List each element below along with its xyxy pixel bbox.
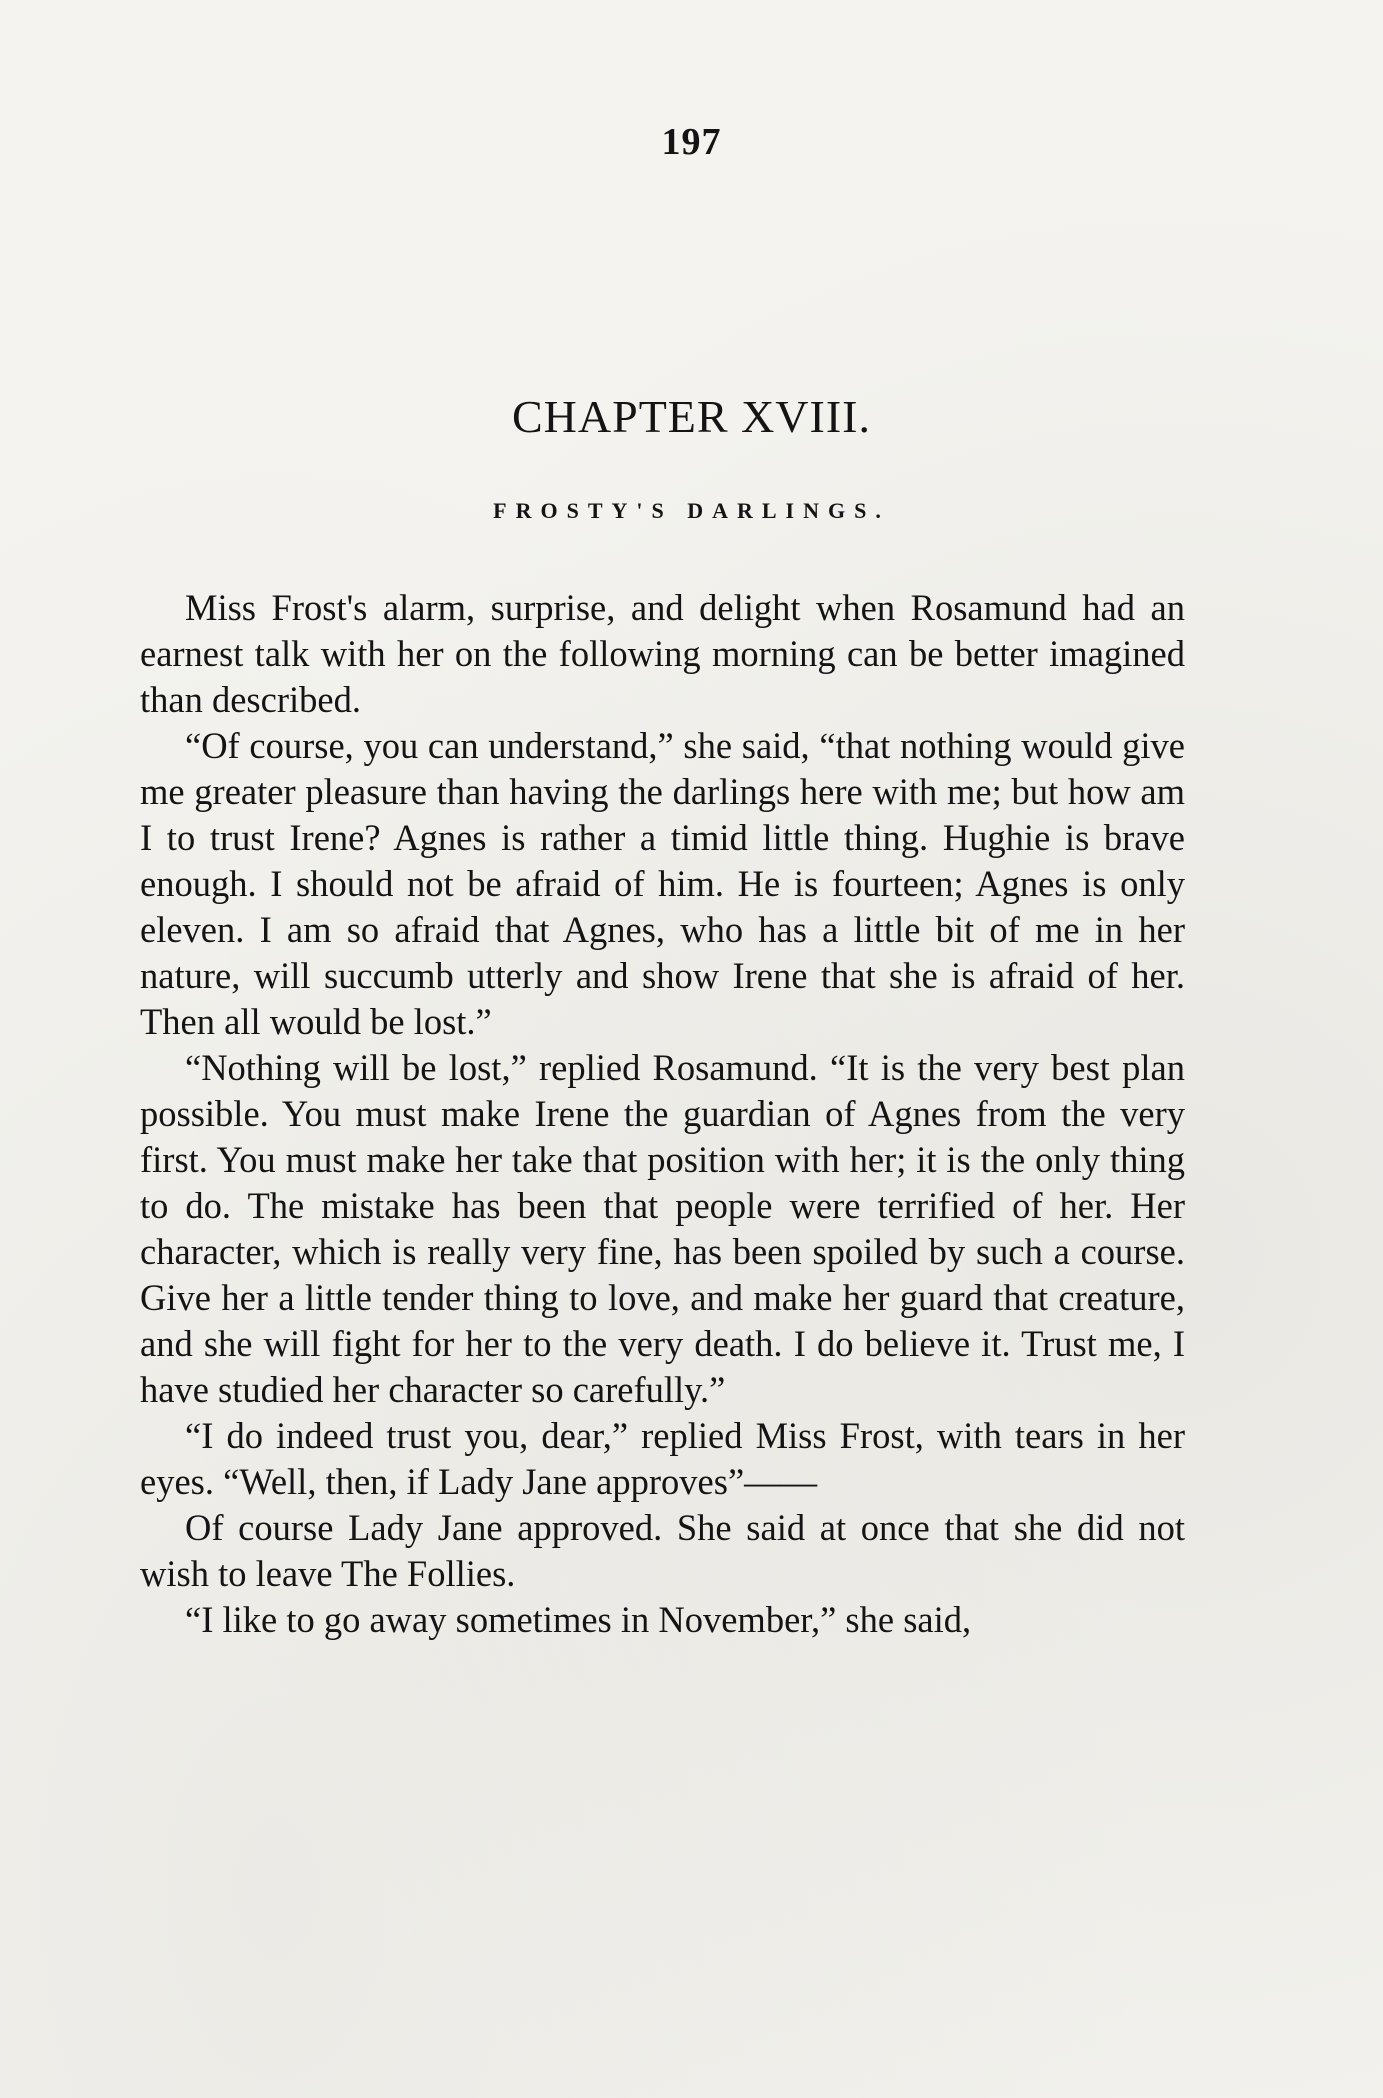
paragraph: “Nothing will be lost,” replied Rosamund. “It is the very best plan possible. You must make Irene the guardian of Agnes from the very first. You must make her take that position with her; it is the only thing to do. The mistake has been that people were terrified of her. Her character, which is really very fine, has been spoiled by such a course. Give her a little tender thing to love, and make her guard that creature, and she will fight for her to the very death. I do believe it. Trust me, I have studied her character so carefully.” xyxy=(140,1047,1185,1410)
chapter-subtitle: FROSTY'S DARLINGS. xyxy=(493,498,890,523)
paragraph: “I like to go away sometimes in November,” she said, xyxy=(185,1599,972,1640)
chapter-body xyxy=(140,585,1185,1643)
chapter-title: CHAPTER XVIII. xyxy=(512,391,871,442)
paragraph: Miss Frost's alarm, surprise, and delight when Rosamund had an earnest talk with her on the following morning can be better imagined than described. xyxy=(140,587,1185,720)
paragraph: Of course Lady Jane approved. She said at once that she did not wish to leave The Follies. xyxy=(140,1507,1185,1594)
page-number: 197 xyxy=(661,121,722,163)
paragraph: “Of course, you can understand,” she said, “that nothing would give me greater pleasure than having the darlings here with me; but how am I to trust Irene? Agnes is rather a timid little thing. Hughie is brave enough. I should not be afraid of him. He is fourteen; Agnes is only eleven. I am so afraid that Agnes, who has a little bit of me in her nature, will succumb utterly and show Irene that she is afraid of her. Then all would be lost.” xyxy=(140,725,1185,1042)
paragraph: “I do indeed trust you, dear,” replied Miss Frost, with tears in her eyes. “Well, then, if Lady Jane approves”—— xyxy=(140,1415,1185,1502)
